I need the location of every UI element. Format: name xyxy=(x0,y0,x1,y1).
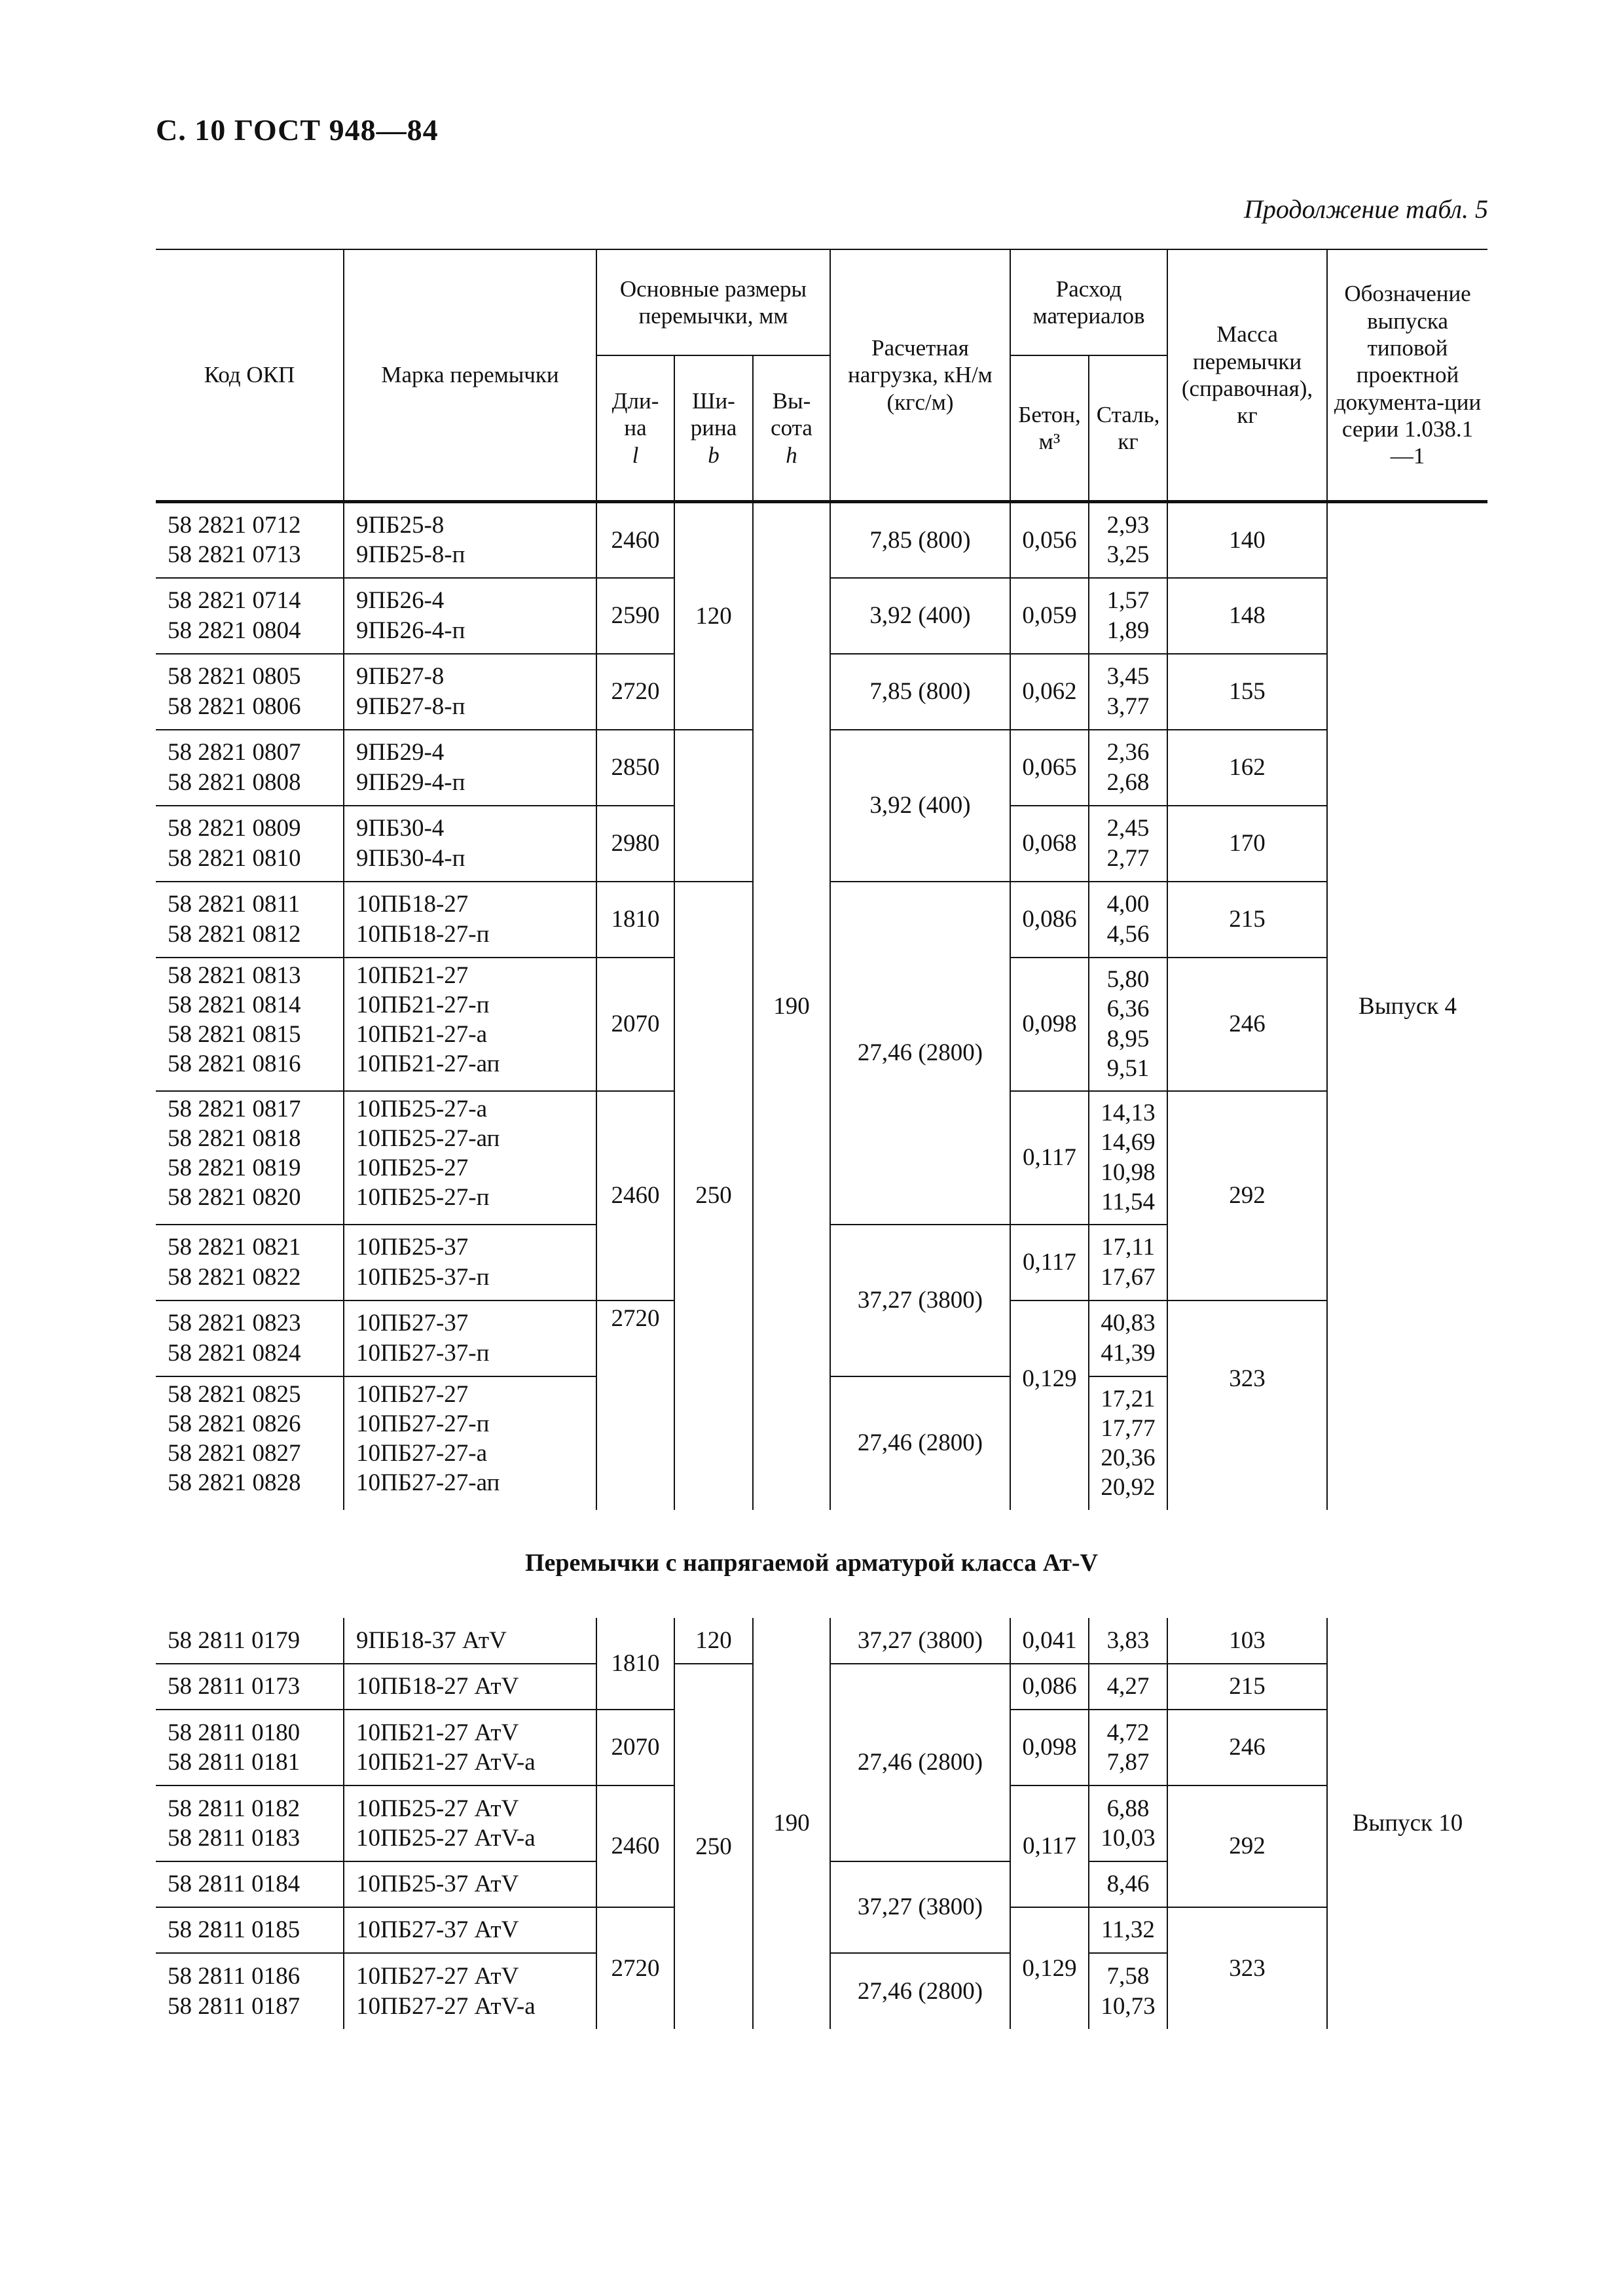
table-cell-okp: 58 2821 0821 58 2821 0822 xyxy=(156,1225,344,1300)
page-header: С. 10 ГОСТ 948—84 xyxy=(156,113,439,147)
table-cell-okp: 58 2821 0809 58 2821 0810 xyxy=(156,806,344,882)
table-cell-okp: 58 2811 0180 58 2811 0181 xyxy=(156,1710,344,1785)
table-cell-okp: 58 2821 0817 58 2821 0818 58 2821 0819 58 2821 0820 xyxy=(156,1091,344,1225)
table-cell-steel: 3,45 3,77 xyxy=(1089,654,1167,730)
table-cell-mark: 10ПБ18-27 АтV xyxy=(344,1664,596,1710)
table-cell-mark: 10ПБ25-27 АтV 10ПБ25-27 АтV-а xyxy=(344,1785,596,1861)
table-cell-length: 2980 xyxy=(596,806,674,882)
table-cell-concrete: 0,098 xyxy=(1010,958,1089,1091)
table-cell-load: 27,46 (2800) xyxy=(830,1664,1010,1861)
table-cell-load: 27,46 (2800) xyxy=(830,1953,1010,2029)
table-cell-steel: 5,80 6,36 8,95 9,51 xyxy=(1089,958,1167,1091)
table-cell-mark: 10ПБ18-27 10ПБ18-27-п xyxy=(344,882,596,958)
table-cell-mass: 292 xyxy=(1167,1785,1327,1907)
table-cell-steel: 2,45 2,77 xyxy=(1089,806,1167,882)
table-cell-okp: 58 2811 0179 xyxy=(156,1618,344,1664)
table-cell-mass: 246 xyxy=(1167,958,1327,1091)
table-cell-load: 3,92 (400) xyxy=(830,730,1010,882)
table-cell-steel: 6,88 10,03 xyxy=(1089,1785,1167,1861)
table-cell-concrete: 0,062 xyxy=(1010,654,1089,730)
table-cell-okp: 58 2811 0185 xyxy=(156,1907,344,1953)
table-cell-okp: 58 2821 0813 58 2821 0814 58 2821 0815 58 2821 0816 xyxy=(156,958,344,1091)
table-cell-okp: 58 2821 0712 58 2821 0713 xyxy=(156,502,344,578)
table-cell-okp: 58 2821 0823 58 2821 0824 xyxy=(156,1300,344,1376)
table-cell-mark: 10ПБ21-27 АтV 10ПБ21-27 АтV-а xyxy=(344,1710,596,1785)
table-cell-steel: 4,72 7,87 xyxy=(1089,1710,1167,1785)
table-cell-mass: 323 xyxy=(1167,1907,1327,2029)
table-continuation-label: Продолжение табл. 5 xyxy=(1243,194,1488,224)
table-cell-load: 3,92 (400) xyxy=(830,578,1010,654)
table-cell-mark: 9ПБ30-4 9ПБ30-4-п xyxy=(344,806,596,882)
table-cell-concrete: 0,086 xyxy=(1010,1664,1089,1710)
table-cell-mass: 140 xyxy=(1167,502,1327,578)
col-steel: Сталь, кг xyxy=(1089,355,1167,502)
col-series: Обозначение выпуска типовой проектной документа-ции серии 1.038.1—1 xyxy=(1327,249,1487,502)
col-width: Ши- рина b xyxy=(674,355,753,502)
table-cell-mark: 10ПБ25-37 10ПБ25-37-п xyxy=(344,1225,596,1300)
table-cell-mark: 9ПБ26-4 9ПБ26-4-п xyxy=(344,578,596,654)
table-cell-mass: 246 xyxy=(1167,1710,1327,1785)
table-cell-mass: 292 xyxy=(1167,1091,1327,1300)
table-cell-series: Выпуск 4 xyxy=(1327,502,1487,1510)
table-cell-steel: 40,83 41,39 xyxy=(1089,1300,1167,1376)
table-cell-height: 190 xyxy=(753,1618,830,2029)
table-cell-concrete: 0,068 xyxy=(1010,806,1089,882)
table-cell-length: 2460 xyxy=(596,1785,674,1907)
lintel-table xyxy=(156,249,1487,1510)
table-cell-okp: 58 2821 0825 58 2821 0826 58 2821 0827 58 2821 0828 xyxy=(156,1376,344,1510)
table-cell-length: 1810 xyxy=(596,882,674,958)
table-cell-mark: 9ПБ27-8 9ПБ27-8-п xyxy=(344,654,596,730)
table-cell-concrete: 0,098 xyxy=(1010,1710,1089,1785)
table-cell-length: 2590 xyxy=(596,578,674,654)
table-cell-length: 2460 xyxy=(596,1091,674,1300)
table-cell-okp: 58 2821 0807 58 2821 0808 xyxy=(156,730,344,806)
col-material-group: Расход материалов xyxy=(1010,249,1167,355)
table-cell-steel: 17,11 17,67 xyxy=(1089,1225,1167,1300)
table-cell-width: 120 xyxy=(674,1618,753,1664)
table-cell-okp: 58 2811 0184 xyxy=(156,1861,344,1907)
table-cell-length: 2460 xyxy=(596,502,674,578)
table-cell-mass: 155 xyxy=(1167,654,1327,730)
table-cell-concrete: 0,117 xyxy=(1010,1785,1089,1907)
table-cell-mark: 10ПБ21-27 10ПБ21-27-п 10ПБ21-27-а 10ПБ21-27-ап xyxy=(344,958,596,1091)
table-cell-length: 2720 xyxy=(596,1907,674,2029)
table-cell-mass: 148 xyxy=(1167,578,1327,654)
table-cell-concrete: 0,056 xyxy=(1010,502,1089,578)
table-cell-steel: 8,46 xyxy=(1089,1861,1167,1907)
table-cell-okp: 58 2811 0173 xyxy=(156,1664,344,1710)
col-mark: Марка перемычки xyxy=(344,249,596,502)
table-cell-okp: 58 2811 0182 58 2811 0183 xyxy=(156,1785,344,1861)
table-cell-load: 37,27 (3800) xyxy=(830,1861,1010,1953)
col-length: Дли- на l xyxy=(596,355,674,502)
table-cell-length: 1810 xyxy=(596,1618,674,1710)
table-cell-mark: 10ПБ27-27 АтV 10ПБ27-27 АтV-а xyxy=(344,1953,596,2029)
table-cell-concrete: 0,129 xyxy=(1010,1907,1089,2029)
col-concrete: Бетон, м³ xyxy=(1010,355,1089,502)
table-cell-concrete: 0,059 xyxy=(1010,578,1089,654)
table-cell-mass: 323 xyxy=(1167,1300,1327,1510)
table-cell-length: 2720 xyxy=(596,1300,674,1510)
section-title: Перемычки с напрягаемой арматурой класса Ат-V xyxy=(524,1549,1099,1577)
table-cell-mass: 215 xyxy=(1167,1664,1327,1710)
table-cell-mark: 10ПБ27-37 10ПБ27-37-п xyxy=(344,1300,596,1376)
table-cell-load: 7,85 (800) xyxy=(830,502,1010,578)
table-cell-okp: 58 2811 0186 58 2811 0187 xyxy=(156,1953,344,2029)
table-cell-concrete: 0,041 xyxy=(1010,1618,1089,1664)
table-cell-mass: 170 xyxy=(1167,806,1327,882)
col-load: Расчетная нагрузка, кН/м (кгс/м) xyxy=(830,249,1010,502)
table-cell-steel: 4,27 xyxy=(1089,1664,1167,1710)
table-cell-steel: 11,32 xyxy=(1089,1907,1167,1953)
table-cell-steel: 1,57 1,89 xyxy=(1089,578,1167,654)
table-cell-mass: 162 xyxy=(1167,730,1327,806)
table-cell-width: 250 xyxy=(674,882,753,1510)
table-cell-concrete: 0,117 xyxy=(1010,1091,1089,1225)
table-cell-height: 190 xyxy=(753,502,830,1510)
table-cell-mark: 10ПБ25-27-а 10ПБ25-27-ап 10ПБ25-27 10ПБ25-27-п xyxy=(344,1091,596,1225)
table-cell-mark: 10ПБ27-37 АтV xyxy=(344,1907,596,1953)
table-cell-okp: 58 2821 0811 58 2821 0812 xyxy=(156,882,344,958)
table-cell-width xyxy=(674,730,753,882)
col-dims-group: Основные размеры перемычки, мм xyxy=(596,249,830,355)
table-cell-width: 120 xyxy=(674,502,753,730)
table-cell-steel: 14,13 14,69 10,98 11,54 xyxy=(1089,1091,1167,1225)
table-cell-load: 37,27 (3800) xyxy=(830,1618,1010,1664)
table-cell-concrete: 0,065 xyxy=(1010,730,1089,806)
table-cell-concrete: 0,117 xyxy=(1010,1225,1089,1300)
table-cell-mark: 10ПБ25-37 АтV xyxy=(344,1861,596,1907)
table-cell-steel: 7,58 10,73 xyxy=(1089,1953,1167,2029)
table-cell-concrete: 0,086 xyxy=(1010,882,1089,958)
col-okp: Код ОКП xyxy=(156,249,344,502)
table-cell-okp: 58 2821 0714 58 2821 0804 xyxy=(156,578,344,654)
col-mass: Масса перемычки (справочная), кг xyxy=(1167,249,1327,502)
table-cell-steel: 4,00 4,56 xyxy=(1089,882,1167,958)
table-cell-mass: 103 xyxy=(1167,1618,1327,1664)
table-cell-steel: 2,93 3,25 xyxy=(1089,502,1167,578)
col-height: Вы- сота h xyxy=(753,355,830,502)
table-cell-width: 250 xyxy=(674,1664,753,2029)
table-cell-mark: 9ПБ18-37 АтV xyxy=(344,1618,596,1664)
table-cell-length: 2720 xyxy=(596,654,674,730)
table-cell-steel: 2,36 2,68 xyxy=(1089,730,1167,806)
table-cell-mark: 9ПБ29-4 9ПБ29-4-п xyxy=(344,730,596,806)
table-cell-load: 27,46 (2800) xyxy=(830,1376,1010,1510)
table-cell-steel: 3,83 xyxy=(1089,1618,1167,1664)
table-cell-steel: 17,21 17,77 20,36 20,92 xyxy=(1089,1376,1167,1510)
table-cell-length: 2070 xyxy=(596,958,674,1091)
table-cell-series: Выпуск 10 xyxy=(1327,1618,1487,2029)
table-cell-load: 37,27 (3800) xyxy=(830,1225,1010,1376)
table-cell-length: 2850 xyxy=(596,730,674,806)
table-cell-mass: 215 xyxy=(1167,882,1327,958)
table-cell-mark: 9ПБ25-8 9ПБ25-8-п xyxy=(344,502,596,578)
table-cell-load: 27,46 (2800) xyxy=(830,882,1010,1225)
lintel-table-atv xyxy=(156,1618,1487,2029)
table-cell-load: 7,85 (800) xyxy=(830,654,1010,730)
table-cell-okp: 58 2821 0805 58 2821 0806 xyxy=(156,654,344,730)
table-cell-concrete: 0,129 xyxy=(1010,1300,1089,1510)
table-cell-mark: 10ПБ27-27 10ПБ27-27-п 10ПБ27-27-а 10ПБ27-27-ап xyxy=(344,1376,596,1510)
table-cell-length: 2070 xyxy=(596,1710,674,1785)
